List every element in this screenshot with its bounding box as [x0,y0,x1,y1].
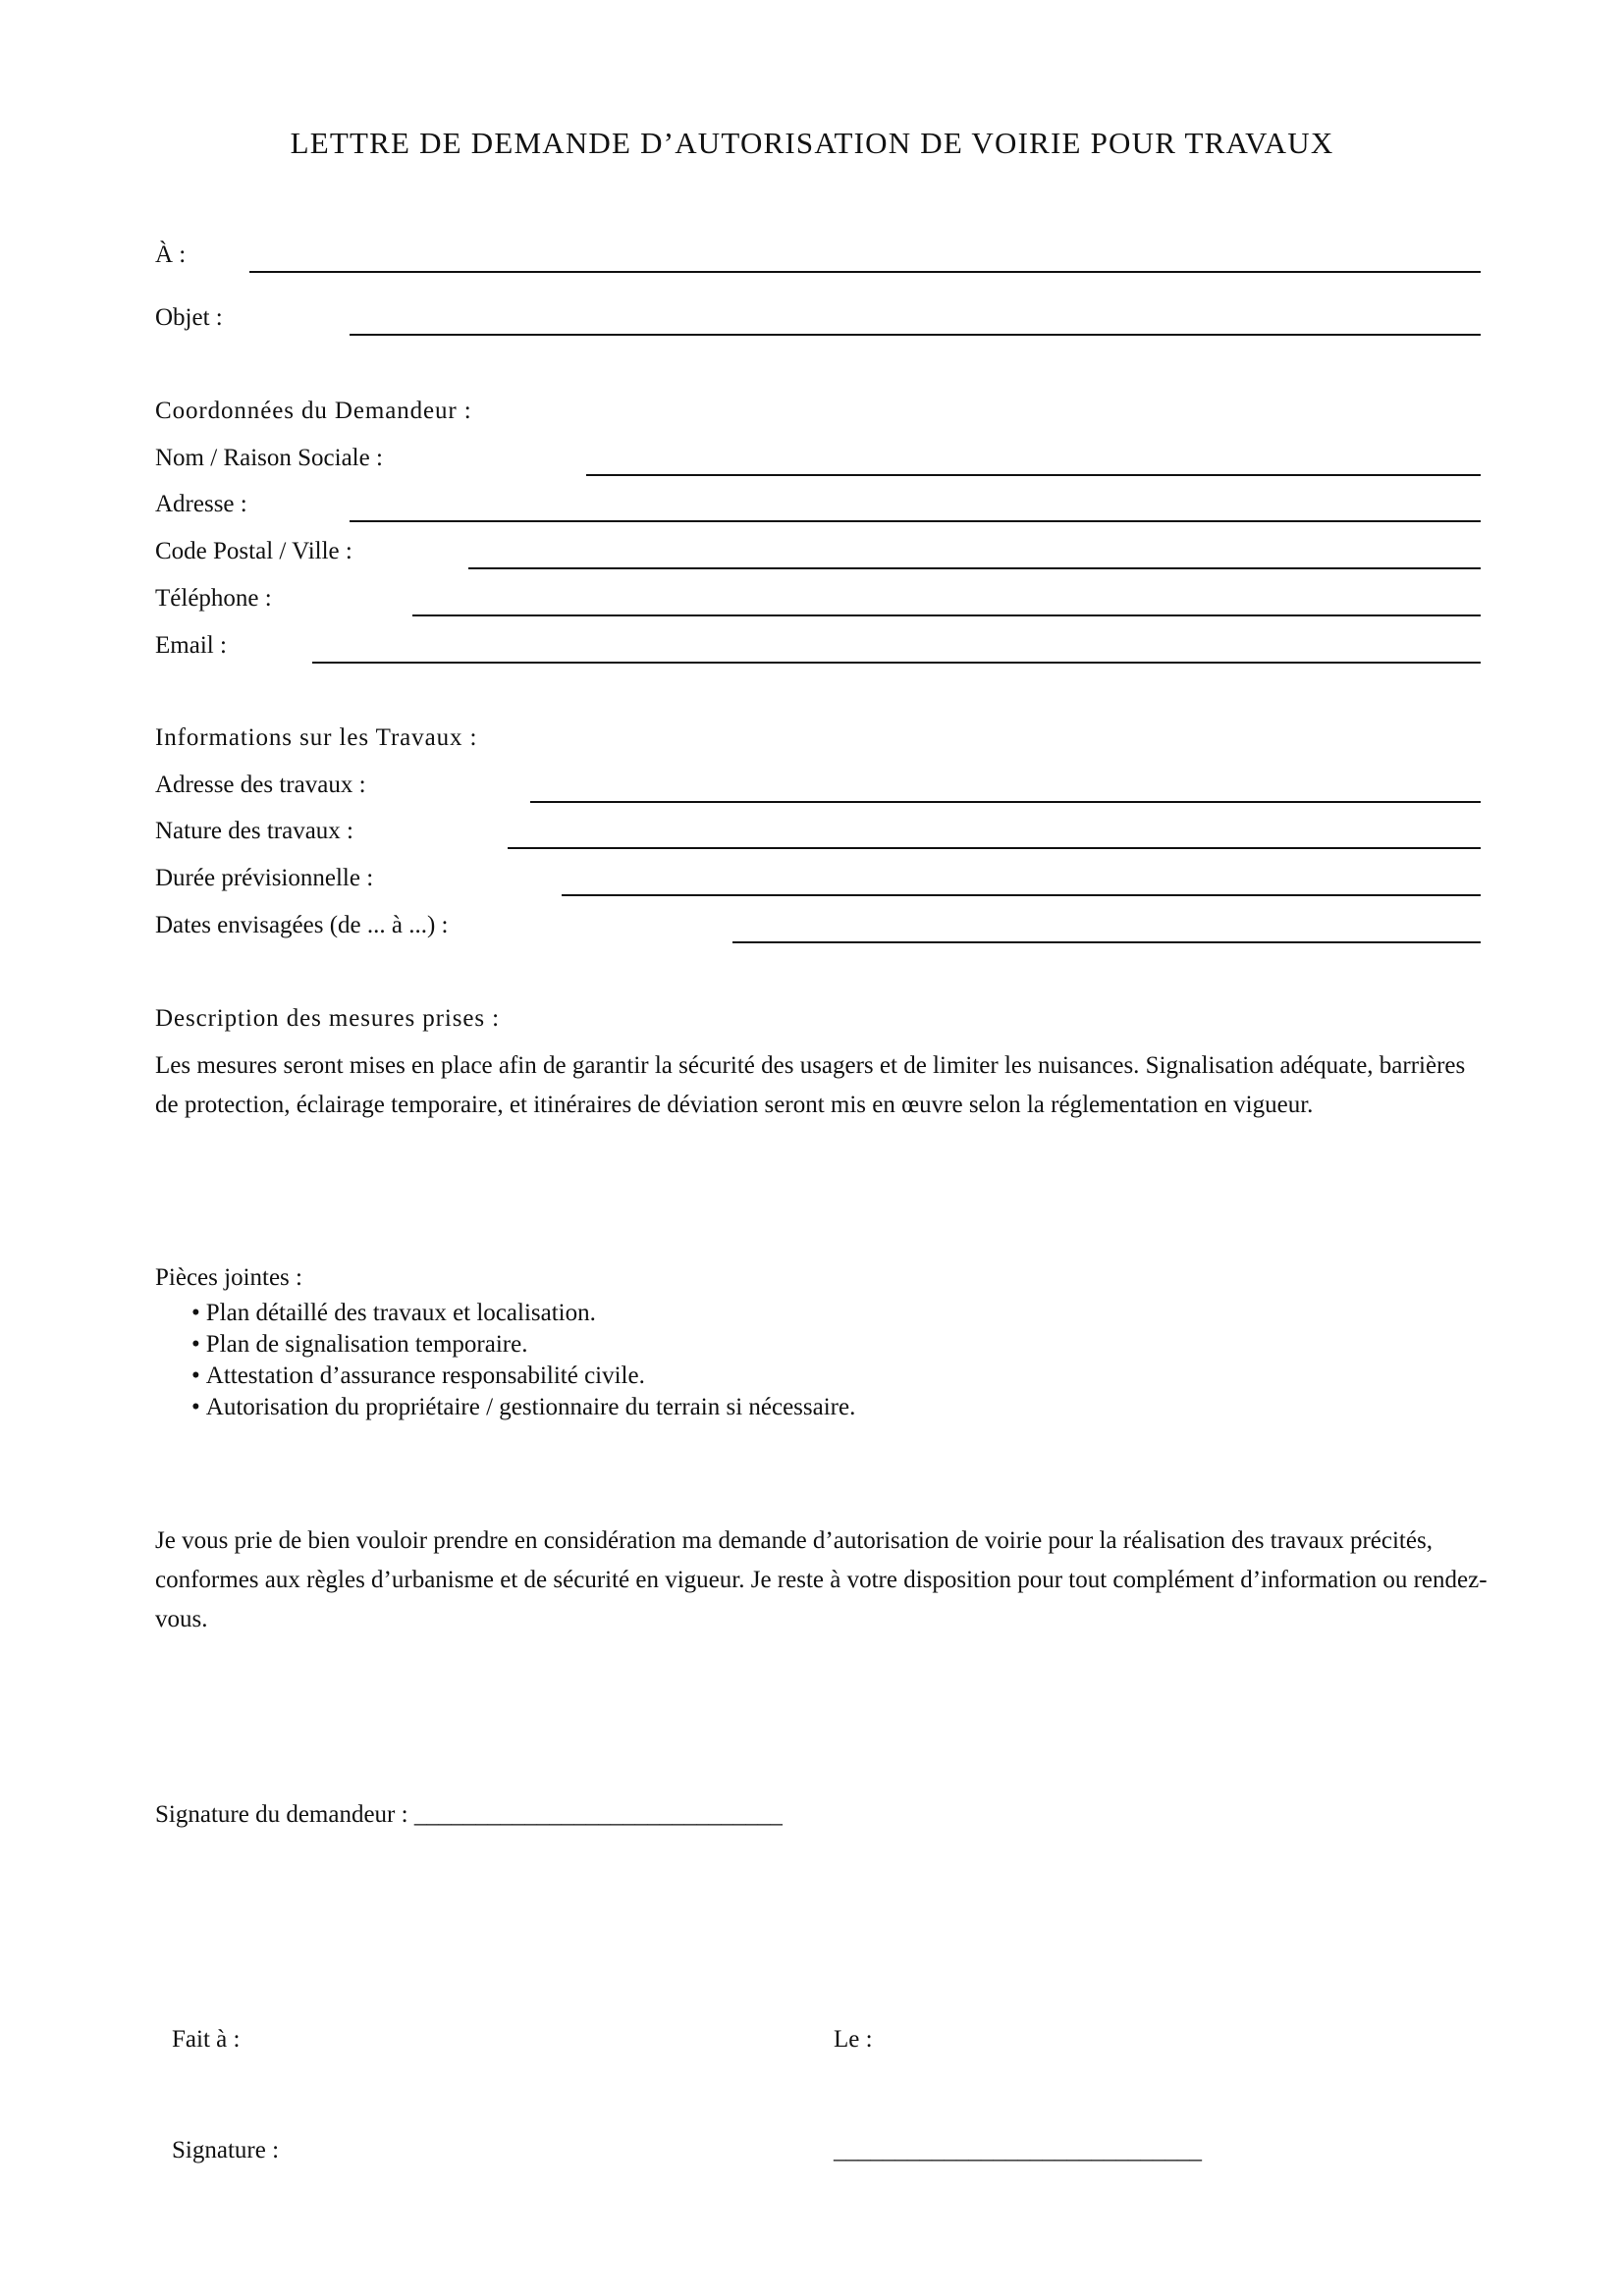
applicant-name-line[interactable] [586,474,1481,476]
works-nature-line[interactable] [508,847,1481,849]
applicant-address-line[interactable] [350,520,1481,522]
subject-field-line[interactable] [350,334,1481,336]
applicant-email-line[interactable] [312,662,1481,664]
applicant-name-label: Nom / Raison Sociale : [155,445,383,471]
signature-label: Signature : [172,2137,280,2163]
applicant-phone-label: Téléphone : [155,585,272,612]
place-label: Fait à : [172,2026,241,2053]
document-title: LETTRE DE DEMANDE D’AUTORISATION DE VOIRIE POUR TRAVAUX [290,126,1334,160]
attachment-item: • Attestation d’assurance responsabilité civile. [191,1362,645,1389]
applicant-email-label: Email : [155,632,227,659]
works-dates-line[interactable] [732,941,1481,943]
closing-paragraph: Je vous prie de bien vouloir prendre en considération ma demande d’autorisation de voirie pour la réalisation des travaux précités, conformes aux règles d’urbanisme et de sécurité en vigueur. Je reste à votre disposition pour tout complément d’information ou rendez-vous. [155,1527,1488,1632]
works-dates-label: Dates envisagées (de ... à ...) : [155,912,449,938]
bullet-icon: • [191,1362,200,1389]
works-duration-line[interactable] [562,894,1481,896]
applicant-postcode-label: Code Postal / Ville : [155,538,352,564]
measures-heading: Description des mesures prises : [155,1005,500,1032]
bullet-icon: • [191,1300,200,1326]
works-heading: Informations sur les Travaux : [155,724,478,751]
subject-label: Objet : [155,304,223,331]
attachment-item: • Plan détaillé des travaux et localisation. [191,1300,596,1326]
recipient-field-line[interactable] [249,271,1481,273]
works-address-line[interactable] [530,801,1481,803]
applicant-address-label: Adresse : [155,491,247,517]
date-label: Le : [834,2026,873,2053]
applicant-heading: Coordonnées du Demandeur : [155,398,472,424]
applicant-signature-label[interactable]: Signature du demandeur : ______________________________ [155,1801,783,1828]
applicant-phone-line[interactable] [412,614,1481,616]
applicant-postcode-line[interactable] [468,567,1481,569]
bullet-icon: • [191,1331,200,1358]
recipient-label: À : [155,241,187,268]
signature-line[interactable]: ______________________________ [834,2137,1202,2163]
works-address-label: Adresse des travaux : [155,772,366,798]
bullet-icon: • [191,1394,200,1420]
measures-text: Les mesures seront mises en place afin de garantir la sécurité des usagers et de limiter les nuisances. Signalisation adéquate, barrières de protection, éclairage temporaire, et itinéraires de déviation seront mis en œuvre selon la réglementation en vigueur. [155,1052,1466,1118]
attachment-item: • Plan de signalisation temporaire. [191,1331,528,1358]
works-duration-label: Durée prévisionnelle : [155,865,374,891]
attachment-item: • Autorisation du propriétaire / gestionnaire du terrain si nécessaire. [191,1394,856,1420]
attachments-heading: Pièces jointes : [155,1264,302,1291]
attachments-list [191,1298,855,1423]
works-nature-label: Nature des travaux : [155,818,354,844]
